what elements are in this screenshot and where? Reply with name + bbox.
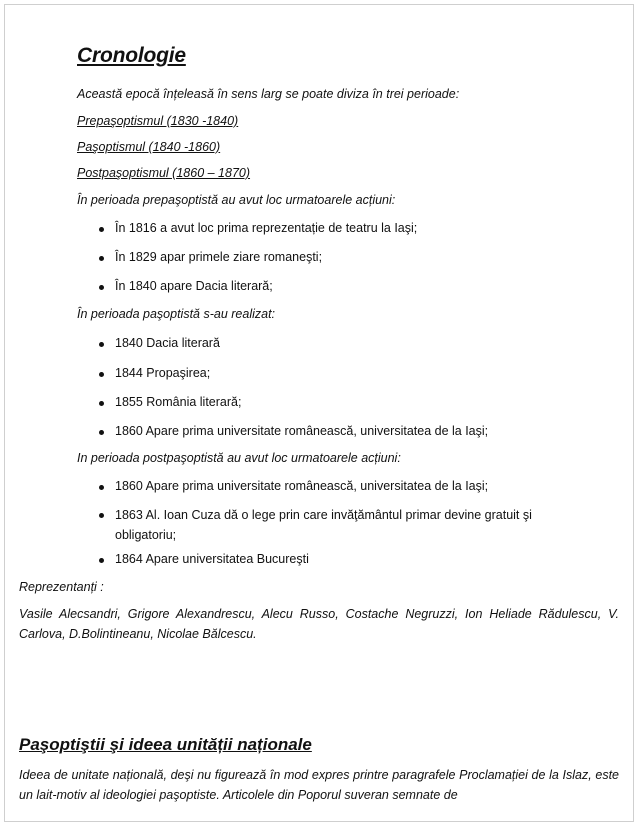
intro-text: Această epocă înțeleasă în sens larg se poate diviza în trei perioade:	[77, 87, 460, 101]
period-2: Paşoptismul (1840 -1860)	[77, 140, 221, 154]
list-item-text: 1840 Dacia literară	[115, 336, 220, 350]
bullet-icon	[99, 558, 104, 563]
final-paragraph: Ideea de unitate națională, deşi nu figurează în mod expres printre paragrafele Proclamației de la Islaz, este un lait-motiv al ideologiei paşoptiste. Articolele din Poporul suveran semnate de	[19, 768, 619, 802]
bullet-icon	[99, 430, 104, 435]
representatives-label: Reprezentanți :	[19, 580, 104, 594]
bullet-icon	[99, 485, 104, 490]
bullet-icon	[99, 227, 104, 232]
list-item-text: 1860 Apare prima universitate românească, universitatea de la Iaşi;	[115, 479, 489, 493]
list-item-text: În 1840 apare Dacia literară;	[115, 279, 273, 293]
period-3: Postpaşoptismul (1860 – 1870)	[77, 166, 251, 180]
bullet-icon	[99, 513, 104, 518]
section2-heading: În perioada paşoptistă s-au realizat:	[77, 307, 276, 321]
period-1: Prepaşoptismul (1830 -1840)	[77, 114, 239, 128]
bullet-icon	[99, 342, 104, 347]
bullet-icon	[99, 401, 104, 406]
bullet-icon	[99, 285, 104, 290]
bullet-icon	[99, 256, 104, 261]
section-title-2: Paşoptiştii şi ideea unității naționale	[19, 735, 312, 754]
representatives-list: Vasile Alecsandri, Grigore Alexandrescu, Alecu Russo, Costache Negruzzi, Ion Heliade Rădulescu, V. Carlova, D.Bolintineanu, Nicolae Bălcescu.	[19, 607, 619, 641]
list-item-text: 1863 Al. Ioan Cuza dă o lege prin care invăţământul primar devine gratuit şi obligatoriu;	[115, 508, 532, 542]
list-item-text: 1855 România literară;	[115, 395, 242, 409]
page-title: Cronologie	[77, 44, 186, 67]
list-item-text: În 1829 apar primele ziare romaneşti;	[115, 250, 323, 264]
section1-heading: În perioada prepaşoptistă au avut loc urmatoarele acțiuni:	[77, 193, 396, 207]
section3-heading: In perioada postpaşoptistă au avut loc urmatoarele acțiuni:	[77, 451, 401, 465]
bullet-icon	[99, 372, 104, 377]
list-item-text: 1860 Apare prima universitate românească, universitatea de la Iaşi;	[115, 424, 489, 438]
list-item-text: 1864 Apare universitatea Bucureşti	[115, 552, 309, 566]
list-item-text: În 1816 a avut loc prima reprezentație de teatru la Iaşi;	[115, 221, 418, 235]
list-item-text: 1844 Propaşirea;	[115, 366, 211, 380]
